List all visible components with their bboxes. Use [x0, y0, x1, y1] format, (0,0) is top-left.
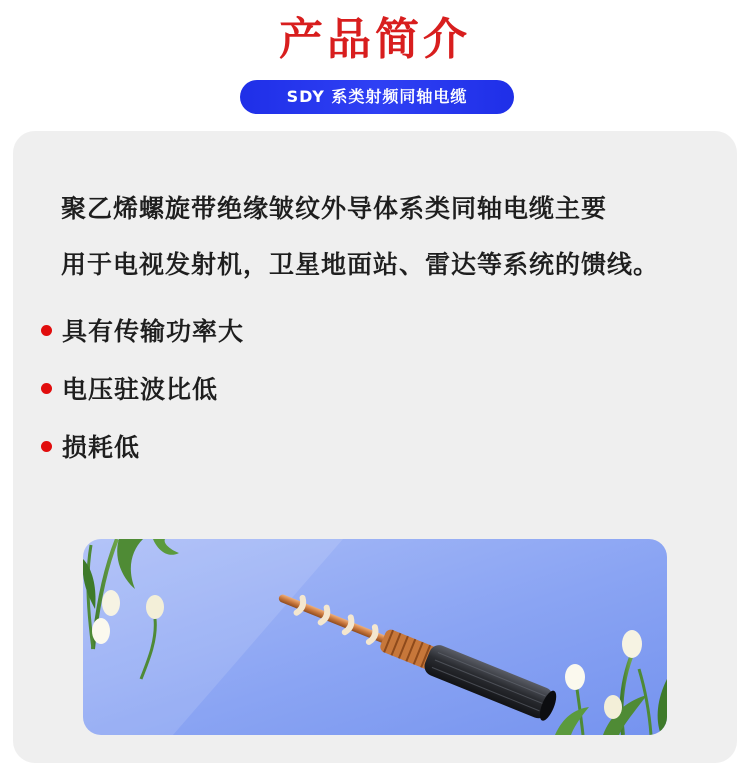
feature-list — [41, 301, 244, 475]
product-intro-card — [13, 131, 737, 763]
feature-item — [41, 359, 244, 417]
product-series-badge: SDY 系类射频同轴电缆 — [240, 80, 514, 114]
bullet-icon — [41, 383, 52, 394]
feature-item — [41, 417, 244, 475]
intro-paragraph — [61, 181, 721, 293]
feature-label: 具有传输功率大 — [62, 317, 245, 346]
feature-item — [41, 301, 244, 359]
feature-label: 电压驻波比低 — [62, 375, 219, 404]
feature-label: 损耗低 — [62, 433, 141, 462]
coaxial-cable-illustration — [83, 539, 667, 735]
page-title: 产品简介 — [279, 14, 471, 65]
product-image — [83, 539, 667, 735]
intro-line: 用于电视发射机，卫星地面站、雷达等系统的馈线。 — [61, 250, 660, 279]
bullet-icon — [41, 441, 52, 452]
bullet-icon — [41, 325, 52, 336]
intro-line: 聚乙烯螺旋带绝缘皱纹外导体系类同轴电缆主要 — [61, 194, 608, 223]
